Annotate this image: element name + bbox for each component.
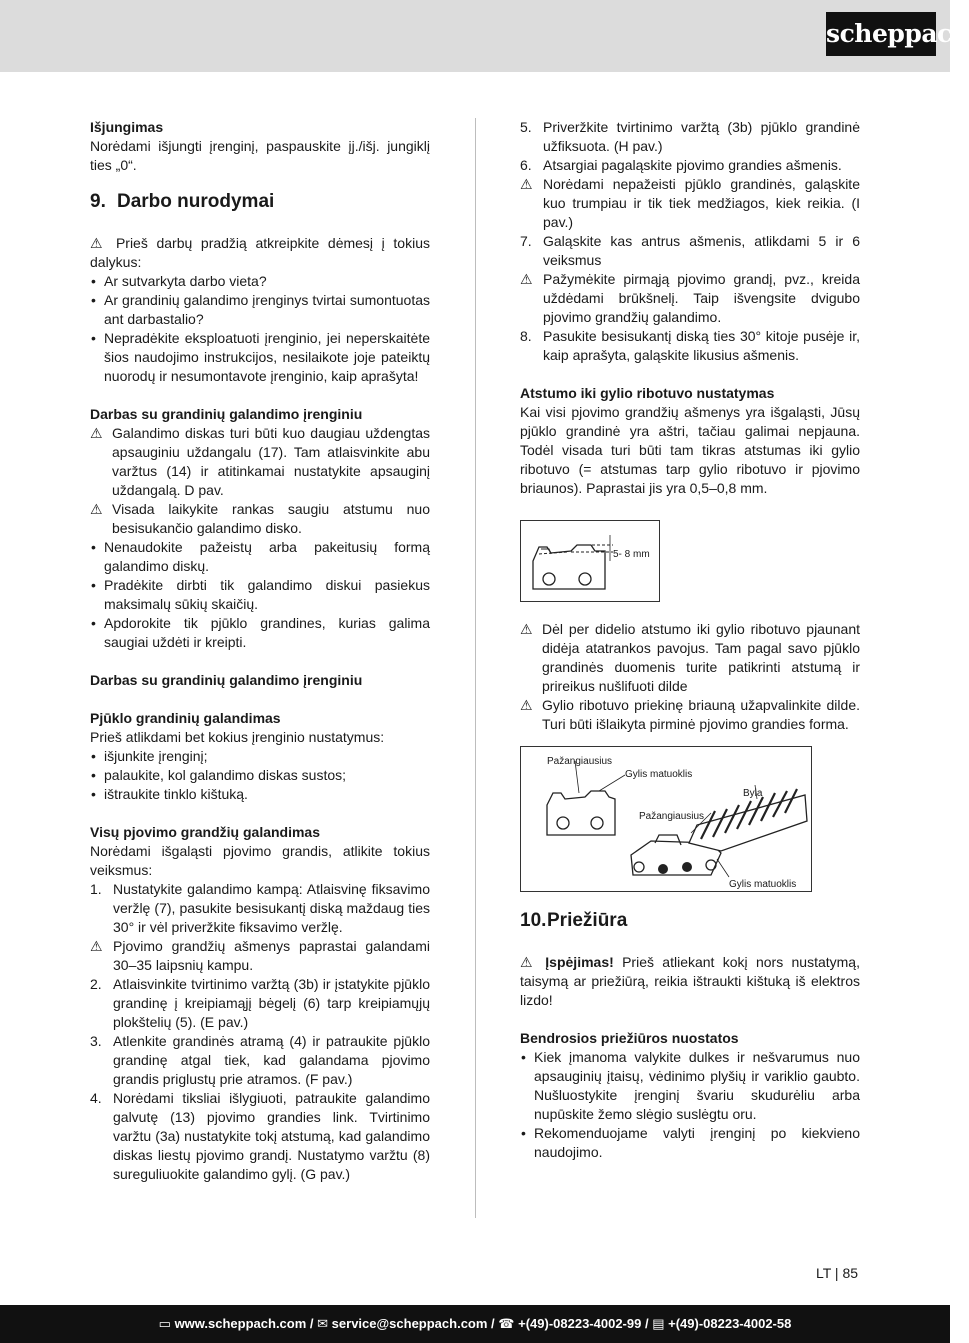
footer-bar [0, 1305, 950, 1343]
work-warning-1 [90, 424, 430, 500]
warning-icon: ⚠ [90, 235, 108, 251]
column-divider [475, 118, 476, 1218]
list-item: • Apdorokite tik pjūklo grandines, kurias galima saugiai uždėti ir kreipti. [90, 614, 430, 652]
list-item: • Ar grandinių galandimo įrenginys tvirtai sumontuotas ant darbastalio? [90, 291, 430, 329]
page-number: LT | 85 [816, 1265, 859, 1281]
list-item: • ištraukite tinklo kištuką. [90, 785, 430, 804]
step-text: Pažymėkite pirmąją pjovimo grandį, pvz., kreida uždėdami brūkšnelį. Taip išvengsite dvigubo pjovimo grandžių galandimo. [543, 271, 860, 325]
maint-list [520, 1048, 860, 1162]
fig-label-file: Byla [743, 788, 763, 799]
step-number: 1. [90, 881, 102, 897]
warning-icon: ⚠ [520, 697, 533, 713]
list-item: • Rekomenduojame valyti įrenginį po kiekvieno naudojimo. [520, 1124, 860, 1162]
list-item: • palaukite, kol galandimo diskas sustos; [90, 766, 430, 785]
step-number: 4. [90, 1090, 102, 1106]
section-9-title [90, 189, 430, 215]
warning-icon: ⚠ [520, 954, 537, 970]
step-item [520, 270, 860, 327]
step-text: Pjovimo grandžių ašmenys paprastai galandami 30–35 laipsnių kampu. [113, 938, 430, 973]
depth-text: Kai visi pjovimo grandžių ašmenys yra išgaląsti, Jūsų pjūklo grandinė yra aštri, tačiau galimai nepjauna. Todėl visada turi būti tam tikras atstumas iki gylio ribotuvo (= atstumas tarp gylio ribotuvo ir pjovimo briaunos). Paprastai jis yra 0,5–0,8 mm. [520, 404, 860, 496]
step-number: 6. [520, 157, 532, 173]
mail-icon: ✉ [317, 1316, 329, 1331]
step-item [90, 1032, 430, 1089]
step-item [520, 175, 860, 232]
file-figure [520, 746, 812, 892]
step-item [520, 118, 860, 156]
all-intro: Norėdami išgaląsti pjovimo grandis, atlikite tokius veiksmus: [90, 843, 430, 878]
all-heading: Visų pjovimo grandžių galandimas [90, 824, 321, 840]
fig-label-gauge-top: Gylis matuoklis [625, 769, 693, 780]
footer-mail-link[interactable]: service@scheppach.com / [331, 1316, 495, 1331]
off-heading: Išjungimas [90, 119, 164, 135]
step-text: Norėdami nepažeisti pjūklo grandinės, galąskite kuo trumpiau ir tik tiek medžiagos, kiek reikia. (I pav.) [543, 176, 860, 230]
computer-icon: ▭ [158, 1316, 171, 1331]
section-9-text: Darbo nurodymai [117, 191, 275, 212]
chain-list [90, 747, 430, 804]
chain-heading: Pjūklo grandinių galandimas [90, 710, 281, 726]
depth-warning-1-text: Dėl per didelio atstumo iki gylio ribotuvo pjaunant didėja atatrankos pavojus. Tam pagal savo pjūklo grandinės duomenis turite patikrinti atstumą ir prireikus nušlifuoti dilde [542, 621, 860, 694]
depth-warning-2 [520, 696, 860, 734]
checks-list [90, 272, 430, 386]
step-number: 5. [520, 119, 532, 135]
steps-list-left [90, 880, 430, 1184]
step-number: 2. [90, 976, 102, 992]
fig-label-cutter-mid: Pažangiausius [639, 811, 705, 822]
step-text: Pasukite besisukantį diską ties 30° kitoje pusėje ir, kaip aprašyta, galąskite likusius ašmenis. [543, 328, 860, 363]
maint-heading: Bendrosios priežiūros nuostatos [520, 1030, 739, 1046]
phone-icon: ☎ [498, 1316, 515, 1331]
step-item [90, 880, 430, 937]
warn-intro-text: Prieš darbų pradžią atkreipkite dėmesį į tokius dalykus: [90, 235, 430, 270]
depth-warning-2-text: Gylio ribotuvo priekinę briauną užapvalinkite dilde. Turi būti išlaikyta pirminė pjovimo grandies forma. [542, 697, 860, 732]
steps-list-right [520, 118, 860, 365]
work-heading: Darbas su grandinių galandimo įrenginiu [90, 406, 363, 422]
left-column [90, 118, 430, 1184]
section-10-text: Priežiūra [547, 910, 628, 931]
warning-icon: ⚠ [520, 271, 533, 287]
warn-intro [90, 234, 430, 272]
step-number: 3. [90, 1033, 102, 1049]
step-number: 8. [520, 328, 532, 344]
list-item: • Nenaudokite pažeistų arba pakeitusių formą galandimo diskų. [90, 538, 430, 576]
work-warning-2-text: Visada laikykite rankas saugiu atstumu nuo besisukančio galandimo disko. [112, 501, 430, 536]
work-warning-1-text: Galandimo diskas turi būti kuo daugiau uždengtas apsauginiu uždangalu (17). Tam atlaisvinkite abu varžtus (14) ir atitinkamai nustatykite apsauginį uždangalą. D pav. [112, 425, 430, 498]
fig-label-gauge-bottom: Gylis matuoklis [729, 879, 797, 890]
step-item [90, 975, 430, 1032]
fax-icon: ▤ [652, 1316, 665, 1331]
step-item [520, 327, 860, 365]
caution-text: Prieš atliekant kokį nors nustatymą, taisymą ar priežiūrą, reikia ištraukti kištuką iš elektros lizdo! [520, 954, 860, 1008]
list-item: • Ar sutvarkyta darbo vieta? [90, 272, 430, 291]
warning-icon: ⚠ [90, 938, 103, 954]
depth-heading: Atstumo iki gylio ribotuvo nustatymas [520, 385, 775, 401]
step-item [90, 1089, 430, 1184]
list-item: • Pradėkite dirbti tik galandimo diskui pasiekus maksimalų sūkių skaičių. [90, 576, 430, 614]
step-item [520, 156, 860, 175]
step-text: Atsargiai pagaląskite pjovimo grandies ašmenis. [543, 157, 842, 173]
warning-icon: ⚠ [520, 621, 533, 637]
list-item: • išjunkite įrenginį; [90, 747, 430, 766]
step-text: Norėdami tiksliai išlygiuoti, patraukite galandimo galvutę (13) pjovimo grandies link. Tvirtinimo varžtu (3a) nustatykite tokį atstumą, kad galandimo diskas liestų pjovimo grandį. Nustatymo varžtu (8) sureguliuokite galandimo gylį. (G pav.) [113, 1090, 430, 1182]
list-item: • Nepradėkite eksploatuoti įrenginio, jei neperskaitėte šios naudojimo instrukcijos, nesilaikote joje pateiktų nuorodų ir nesumontavote įrenginio, kaip aprašyta! [90, 329, 430, 386]
step-item [90, 937, 430, 975]
depth-gauge-figure [520, 520, 660, 602]
caution-note [520, 953, 860, 1010]
step-text: Nustatykite galandimo kampą: Atlaisvinę fiksavimo veržlę (7), pasukite besisukantį diską maždaug ties 30° ir vėl priveržkite fiksavimo veržlę. [113, 881, 430, 935]
list-item: • Kiek įmanoma valykite dulkes ir nešvarumus nuo apsauginių įtaisų, vėdinimo plyšių ir variklio gaubto. Nušluostykite įrenginį švariu skudurėliu arba nupūskite žemo slėgio suslėgtu oru. [520, 1048, 860, 1124]
step-number: 7. [520, 233, 532, 249]
footer-web-link[interactable]: www.scheppach.com / [174, 1316, 314, 1331]
section-10-number: 10. [520, 910, 547, 931]
fig-label-cutter-top: Pažangiausius [547, 756, 613, 767]
work-list [90, 538, 430, 652]
step-text: Atlaisvinkite tvirtinimo varžtą (3b) ir įstatykite pjūklo grandinę į kreipiamąjį bėgelį (6) tarp kreipiamųjų plokštelių (5). (E pav.) [113, 976, 430, 1030]
section-9-number: 9. [90, 191, 106, 212]
off-text: Norėdami išjungti įrenginį, paspauskite įj./išj. jungiklį ties „0“. [90, 138, 430, 173]
warning-icon: ⚠ [90, 501, 103, 517]
depth-warning-1 [520, 620, 860, 696]
step-text: Priveržkite tvirtinimo varžtą (3b) pjūklo grandinė užfiksuota. (H pav.) [543, 119, 860, 154]
step-text: Atlenkite grandinės atramą (4) ir patraukite pjūklo grandinę atgal tiek, kad galandama pjovimo grandis priglustų prie atramos. (F pav.) [113, 1033, 430, 1087]
footer-phone: +(49)-08223-4002-99 / [518, 1316, 649, 1331]
chain-intro: Prieš atlikdami bet kokius įrenginio nustatymus: [90, 729, 385, 745]
brand-logo: scheppach [826, 12, 936, 56]
step-item [520, 232, 860, 270]
warning-icon: ⚠ [520, 176, 533, 192]
step-text: Galąskite kas antrus ašmenis, atlikdami 5 ir 6 veiksmus [543, 233, 860, 268]
footer-fax: +(49)-08223-4002-58 [668, 1316, 792, 1331]
depth-gauge-label: 5- 8 mm [613, 549, 650, 560]
section-10-title [520, 908, 860, 934]
work-heading-2: Darbas su grandinių galandimo įrenginiu [90, 672, 363, 688]
work-warning-2 [90, 500, 430, 538]
header-bar [0, 0, 950, 72]
caution-label: Įspėjimas! [545, 954, 614, 970]
warning-icon: ⚠ [90, 425, 103, 441]
right-column [520, 118, 860, 1162]
